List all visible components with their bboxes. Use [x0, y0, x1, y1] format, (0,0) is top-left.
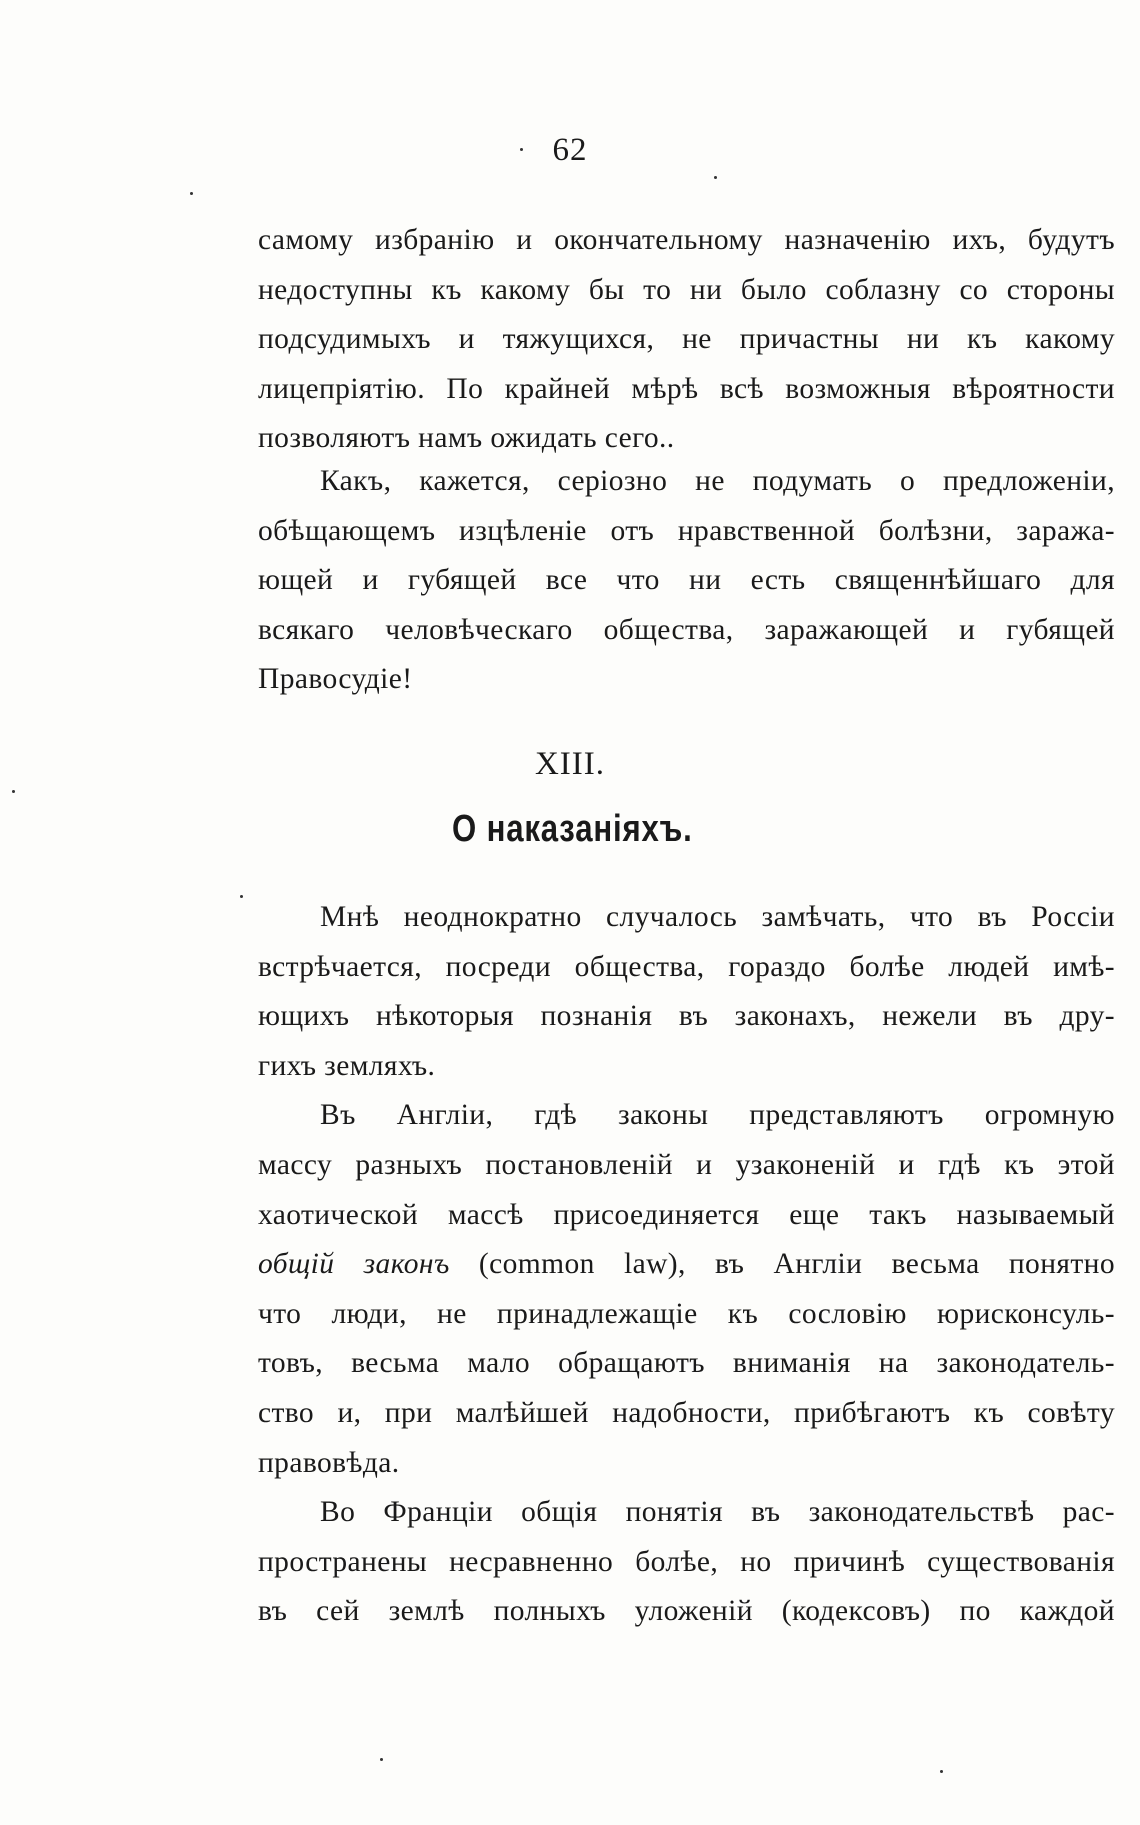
scan-speck [190, 192, 193, 195]
text-line: Въ Англiи, гдѣ законы представляютъ огромную [320, 1099, 1115, 1132]
text-line: Какъ, кажется, серiозно не подумать о предложенiи, [320, 465, 1115, 497]
paragraph-england [258, 1091, 1115, 1488]
text-line: Правосудiе! [258, 663, 413, 696]
scan-speck [940, 1770, 943, 1773]
text-line: лицепрiятiю. По крайней мѣрѣ всѣ возможныя вѣроятности [258, 372, 1115, 405]
paragraph-continued [258, 216, 1115, 464]
text-line: хаотической массѣ присоединяется еще такъ называемый [258, 1198, 1115, 1231]
text-line: массу разныхъ постановленiй и узаконенiй и гдѣ къ этой [258, 1148, 1115, 1181]
text-line [258, 1240, 1115, 1290]
section-title: О наказанiяхъ. [452, 808, 693, 850]
text-line: самому избранiю и окончательному назначенiю ихъ, будутъ [258, 224, 1115, 256]
text-line: встрѣчается, посреди общества, гораздо болѣе людей имѣ- [258, 950, 1115, 983]
scan-speck [240, 895, 243, 898]
text-line: обѣщающемъ изцѣленiе отъ нравственной болѣзни, заража- [258, 514, 1115, 547]
text-line: Мнѣ неоднократно случалось замѣчать, что въ Россiи [320, 901, 1115, 933]
scan-speck [380, 1758, 383, 1761]
text-line: пространены несравненно болѣе, но причинѣ существованiя [258, 1545, 1115, 1578]
text-line: ство и, при малѣйшей надобности, прибѣгаютъ къ совѣту [258, 1396, 1115, 1429]
text-line: всякаго человѣческаго общества, заражающей и губящей [258, 613, 1115, 646]
section-body [258, 893, 1115, 1637]
scan-speck [714, 176, 717, 179]
section-number: XIII. [534, 746, 606, 782]
text-fragment: (common law), въ Англiи весьма понятно [478, 1248, 1115, 1281]
text-line: въ сей землѣ полныхъ уложенiй (кодексовъ) по каждой [258, 1595, 1115, 1628]
text-line: недоступны къ какому бы то ни было соблазну со стороны [258, 273, 1115, 306]
text-line: гихъ земляхъ. [258, 1049, 436, 1082]
text-line: ющей и губящей все что ни есть священнѣйшаго для [258, 564, 1115, 597]
text-line: позволяютъ намъ ожидать сего.. [258, 422, 675, 455]
text-line: что люди, не принадлежащiе къ сословiю юрисконсуль- [258, 1297, 1115, 1330]
page-number: 62 [552, 132, 588, 168]
text-line: Во Францiи общiя понятiя въ законодательствѣ рас- [320, 1496, 1115, 1529]
paragraph-france [258, 1488, 1115, 1637]
scan-speck [12, 790, 15, 793]
paragraph-russia [258, 893, 1115, 1091]
italic-term: общiй законъ [258, 1248, 450, 1281]
text-line: правовѣда. [258, 1446, 400, 1479]
text-line: подсудимыхъ и тяжущихся, не причастны ни къ какому [258, 323, 1115, 356]
text-line: товъ, весьма мало обращаютъ вниманiя на законодатель- [258, 1347, 1115, 1380]
paragraph-question [258, 457, 1115, 705]
text-line: ющихъ нѣкоторыя познанiя въ законахъ, нежели въ дру- [258, 1000, 1115, 1033]
